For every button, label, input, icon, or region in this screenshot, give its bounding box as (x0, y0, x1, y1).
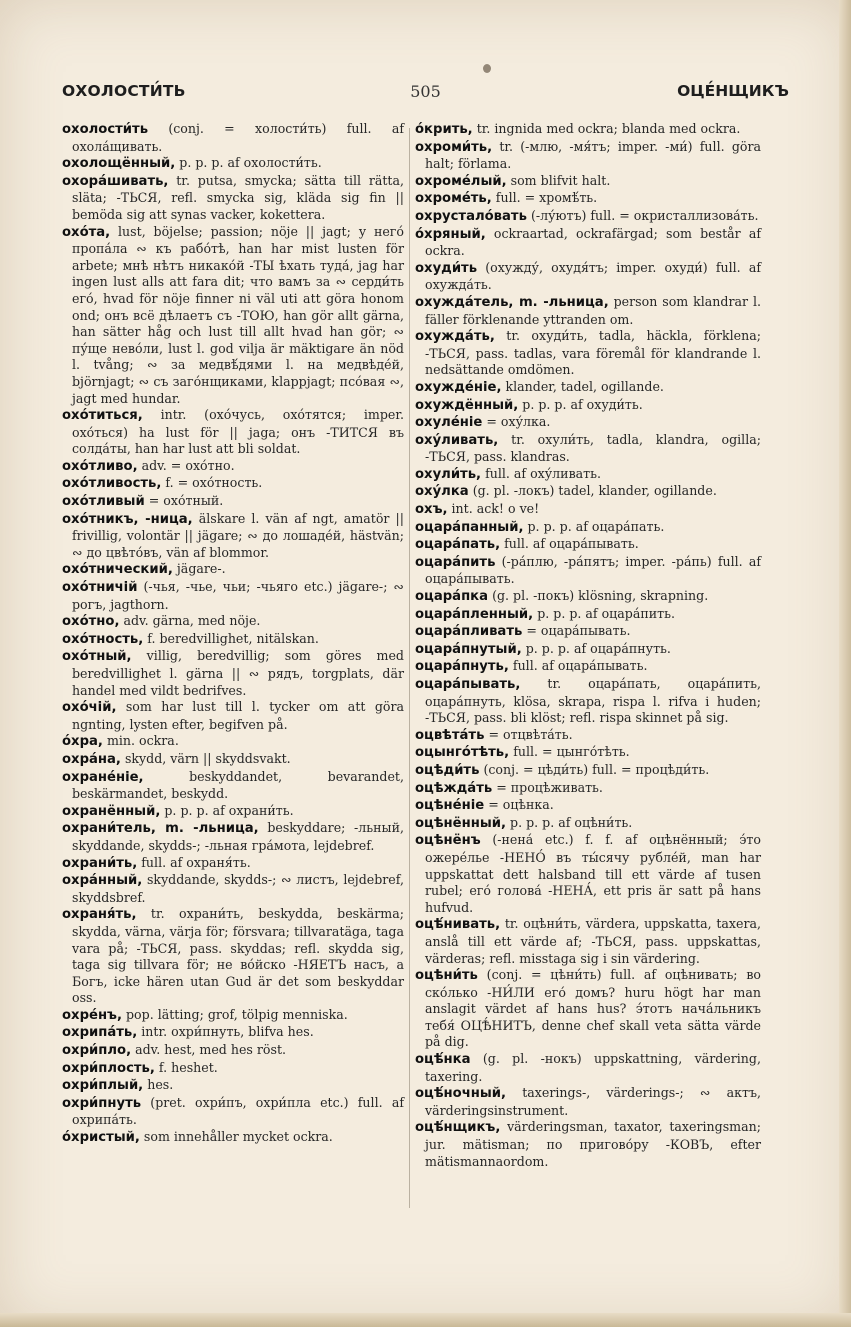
entry-definition: p. p. p. af оцара́пать. (527, 518, 665, 534)
dictionary-entry (62, 121, 404, 155)
entry-definition: intr. (охо́чусь, охо́тятся; imper. охо́ться) ha lust för || jaga; онъ -ТИТСЯ въ солда́ты, han har lust att bli soldat. (72, 407, 404, 457)
entry-definition: f. beredvillighet, nitälskan. (147, 630, 319, 646)
entry-definition: tr. ingnida med ockra; blanda med ockra. (476, 121, 741, 136)
entry-headword: охо́тно, (62, 614, 120, 630)
entry-definition: = процѣживать. (496, 779, 603, 795)
dictionary-entry (415, 658, 761, 676)
entry-definition: p. p. p. af охолости́ть. (179, 155, 322, 171)
entry-definition: full. af оцара́пывать. (504, 536, 639, 552)
entry-definition: (g. pl. -локъ) tadel, klander, ogillande. (472, 483, 717, 499)
entry-headword: оцынго́тѣть, (415, 745, 510, 761)
dictionary-entry (415, 260, 761, 294)
entry-definition: tr. охуди́ть, tadla, häckla, förklena; -ТЬСЯ, pass. tadlas, vara föremål för klandrande l. nedsättande omdömen. (425, 328, 761, 378)
dictionary-entry (62, 224, 404, 408)
entry-headword: оцара́пливать (415, 624, 523, 640)
entry-headword: оцѣнёнъ (415, 833, 481, 849)
dictionary-entry (62, 906, 404, 1007)
entry-definition: jägare-. (176, 561, 226, 577)
entry-definition: adv. hest, med hes röst. (135, 1042, 287, 1058)
entry-headword: охроми́ть, (415, 139, 493, 155)
dictionary-entry (415, 762, 761, 780)
entry-headword: охо́чій, (62, 700, 117, 716)
entry-definition: som innehåller mycket ockra. (143, 1129, 333, 1145)
dictionary-entry (415, 1085, 761, 1119)
entry-definition: som har lust till l. tycker om att göra ngnting, lysten efter, begifven på. (72, 699, 404, 732)
entry-headword: оцѣжда́ть (415, 780, 493, 796)
entry-definition: min. ockra. (106, 733, 179, 749)
right-column (415, 121, 761, 1170)
entry-headword: оцѣне́ніе (415, 798, 485, 814)
entry-definition: adv. = охо́тно. (141, 457, 235, 473)
entry-headword: охрипа́ть, (62, 1025, 138, 1041)
entry-headword: оху́лка (415, 484, 469, 500)
page-number: 505 (410, 82, 441, 101)
dictionary-entry (62, 733, 404, 751)
entry-definition: person som klandrar l. fäller förklenande yttranden om. (425, 293, 761, 327)
entry-definition: (pret. охри́пъ, охри́пла etc.) full. af охрипа́ть. (72, 1094, 404, 1128)
entry-headword: оцара́пнуть, (415, 659, 509, 675)
dictionary-entry (62, 769, 404, 803)
entry-definition: beskyddandet, bevarandet, beskärmandet, beskydd. (72, 768, 404, 802)
entry-definition: int. ack! o ve! (451, 501, 540, 517)
column-divider (409, 128, 410, 1208)
dictionary-entry (62, 458, 404, 476)
dictionary-entry (62, 648, 404, 699)
entry-definition: tr. оцара́пать, оцара́пить, оцара́пнуть, klösa, skrapa, rispa l. rifva i huden; -ТЬСЯ, pass. bli klöst; refl. rispa skinnet på sig. (425, 676, 761, 726)
entry-definition: p. p. p. af охрани́ть. (164, 802, 294, 818)
entry-definition: taxerings-, värderings-; ∾ актъ, värderingsinstrument. (425, 1085, 761, 1118)
entry-definition: skyddande, skydds-; ∾ листъ, lejdebref, skyddsbref. (72, 872, 404, 905)
entry-headword: охри́плый, (62, 1078, 144, 1094)
dictionary-entry (415, 432, 761, 466)
entry-definition: (-чья, -чье, чьи; -чьяго etc.) jägare-; ∾ рогъ, jagthorn. (72, 579, 404, 612)
dictionary-entry (415, 173, 761, 191)
dictionary-entry (415, 414, 761, 432)
entry-headword: охрустало́вать (415, 208, 527, 224)
entry-headword: оцара́пнутый, (415, 641, 522, 657)
dictionary-entry (415, 121, 761, 139)
dictionary-entry (62, 1095, 404, 1129)
entry-definition: = оху́лка. (486, 414, 551, 430)
entry-headword: охо́титься, (62, 408, 143, 424)
dictionary-entry (415, 797, 761, 815)
dictionary-entry (62, 493, 404, 511)
entry-definition: tr. (-млю, -мя́тъ; imper. -ми́) full. göra halt; förlama. (425, 138, 761, 172)
entry-definition: (g. pl. -нокъ) uppskattning, värdering, taxering. (425, 1051, 761, 1084)
entry-definition: full. = хромѣ́ть. (495, 190, 598, 206)
entry-definition: = отцвѣта́ть. (488, 726, 573, 742)
entry-headword: охраня́ть, (62, 907, 137, 923)
dictionary-entry (415, 379, 761, 397)
dictionary-entry (415, 606, 761, 624)
dictionary-entry (415, 397, 761, 415)
dictionary-entry (415, 832, 761, 916)
dictionary-entry (62, 475, 404, 493)
entry-definition: tr. охули́ть, tadla, klandra, ogilla; -ТЬСЯ, pass. klandras. (425, 431, 761, 465)
entry-headword: о́крить, (415, 122, 473, 137)
entry-headword: оцѣ́нивать, (415, 917, 501, 933)
entry-headword: охолощённый, (62, 156, 176, 172)
dictionary-entry (62, 1007, 404, 1025)
dictionary-entry (415, 744, 761, 762)
entry-headword: оцѣ́ночный, (415, 1086, 507, 1102)
entry-definition: klander, tadel, ogillande. (505, 378, 664, 394)
entry-headword: оцара́пать, (415, 537, 501, 553)
dictionary-entry (415, 815, 761, 833)
entry-headword: охъ, (415, 502, 448, 518)
entry-definition: = оцара́пывать. (526, 623, 631, 639)
entry-headword: охранённый, (62, 803, 161, 819)
entry-headword: охо́тничій (62, 580, 138, 596)
entry-headword: охо́тливость, (62, 476, 162, 492)
dictionary-entry (62, 579, 404, 613)
entry-definition: p. p. p. af оцѣни́ть. (510, 814, 633, 830)
dictionary-entry (62, 561, 404, 579)
entry-headword: о́хряный, (415, 226, 486, 242)
entry-headword: о́хра, (62, 734, 103, 750)
entry-headword: охране́ніе, (62, 769, 144, 785)
entry-headword: охри́пнуть (62, 1095, 142, 1111)
entry-definition: (conj. = цѣди́ть) full. = процѣди́ть. (483, 761, 710, 777)
dictionary-entry (415, 1051, 761, 1085)
dictionary-entry (415, 208, 761, 226)
dictionary-entry (415, 1119, 761, 1170)
entry-definition: lust, böjelse; passion; nöje || jagt; у него́ пропа́ла ∾ къ рабо́тѣ, han har mist lusten för arbete; мнѣ нѣтъ никако́й -ТЫ ѣхать туда́, jag har ingen lust alls att fara dit; что вамъ за ∾ серди́ть его́, hvad för nöje finner ni väl uti att göra honom ond; онъ всё дѣлаетъ съ -ТОЮ, han gör allt gärna, han sätter håg och lust till allt hvad han gör; ∾ пу́ще нево́ли, lust l. god vilja är mäktigare än nöd l. tvång; ∾ за медвѣ́дями l. на медвѣде́й, björnjagt; ∾ съ заго́нщиками, klappjagt; псо́вая ∾, jagt med hundar. (72, 223, 404, 406)
running-head-left: ОХОЛОСТИ́ТЬ (62, 82, 186, 100)
entry-headword: оцѣнённый, (415, 815, 506, 831)
entry-headword: охо́та, (62, 224, 111, 240)
dictionary-entry (62, 173, 404, 224)
entry-headword: охре́нъ, (62, 1007, 122, 1023)
dictionary-entry (415, 623, 761, 641)
dictionary-entry (62, 1060, 404, 1078)
entry-definition: tr. оцѣни́ть, värdera, uppskatta, taxera, anslå till ett värde af; -ТЬСЯ, pass. uppskattas, värderas; refl. misstaga sig i sin värdering. (425, 916, 761, 966)
dictionary-entry (415, 519, 761, 537)
entry-headword: оцѣ́нка (415, 1052, 471, 1068)
entry-definition: villig, beredvillig; som göres med beredvillighet l. gärna || ∾ рядъ, torgplats, där handel med vildt bedrifves. (72, 648, 404, 698)
entry-definition: tr. охрани́ть, beskydda, beskärma; skydda, värna, värja för; försvara; tillvaratäga, taga vara på; -ТЬСЯ, pass. skyddas; refl. skydda sig, taga sig tillvara för; не во́йско -НЯЕТЪ насъ, а Богъ, icke hären utan Gud är det som beskyddar oss. (72, 906, 404, 1006)
entry-definition: p. p. p. af оцара́пнуть. (525, 640, 671, 656)
dictionary-entry (415, 916, 761, 967)
entry-headword: охолости́ть (62, 122, 149, 137)
entry-definition: hes. (147, 1077, 174, 1093)
dictionary-entry (62, 1024, 404, 1042)
entry-headword: охо́тность, (62, 631, 144, 647)
entry-headword: оцѣ́нщикъ, (415, 1120, 501, 1136)
entry-headword: охрани́тель, m. -льница, (62, 821, 259, 837)
dictionary-entry (62, 872, 404, 906)
entry-definition: full. af оху́ливать. (485, 465, 601, 481)
dictionary-entry (62, 613, 404, 631)
dictionary-entry (62, 699, 404, 733)
entry-definition: full. af оцара́пывать. (512, 658, 648, 674)
dictionary-entry (62, 1042, 404, 1060)
entry-definition: intr. охри́пнуть, blifva hes. (141, 1024, 314, 1040)
left-column (62, 121, 404, 1147)
entry-definition: = охо́тный. (148, 493, 224, 509)
entry-headword: охора́шивать, (62, 173, 169, 189)
entry-headword: оцѣни́ть (415, 968, 478, 984)
entry-definition: (conj. = холости́ть) full. af охола́щивать. (72, 121, 404, 154)
dictionary-entry (415, 536, 761, 554)
dictionary-entry (415, 294, 761, 328)
dictionary-entry (62, 1129, 404, 1147)
entry-definition: f. = охо́тность. (165, 475, 263, 491)
entry-definition: (conj. = цѣни́ть) full. af оцѣнивать; во ско́лько -НИ́ЛИ его́ домъ? huru högt har man anslagit värdet af hans hus? э́тотъ нача́льникъ тебя́ ОЦѢ́НИТЪ, denne chef skall veta sätta värde på dig. (425, 967, 761, 1050)
entry-headword: охужда́ть, (415, 329, 495, 345)
entry-headword: оцара́панный, (415, 519, 524, 535)
entry-headword: охо́тливо, (62, 458, 138, 474)
ink-spot (483, 64, 491, 73)
entry-definition: p. p. p. af охуди́ть. (522, 396, 643, 412)
dictionary-entry (62, 1077, 404, 1095)
dictionary-entry (415, 190, 761, 208)
entry-headword: оцара́пить (415, 554, 496, 570)
entry-headword: охра́нный, (62, 873, 143, 889)
entry-headword: охо́тникъ, -ница, (62, 511, 193, 527)
entry-definition: skydd, värn || skyddsvakt. (124, 750, 291, 766)
entry-definition: beskyddare; -льный, skyddande, skydds-; -льная гра́мота, lejdebref. (72, 820, 404, 853)
entry-headword: оцара́пленный, (415, 606, 534, 622)
dictionary-entry (415, 226, 761, 260)
dictionary-entry (62, 803, 404, 821)
entry-headword: охуди́ть (415, 260, 478, 276)
entry-definition: full. = цынго́тѣть. (513, 744, 630, 760)
entry-headword: оцара́пка (415, 589, 489, 605)
page-edge-right (839, 0, 851, 1327)
dictionary-entry (415, 466, 761, 484)
running-head-right: ОЦЕ́НЩИКЪ (677, 82, 789, 100)
dictionary-entry (62, 855, 404, 873)
dictionary-entry (415, 554, 761, 588)
dictionary-entry (415, 328, 761, 379)
entry-headword: охроме́ть, (415, 191, 492, 207)
entry-headword: охри́пло, (62, 1043, 132, 1059)
entry-headword: охри́плость, (62, 1060, 155, 1076)
entry-definition: ockraartad, ockrafärgad; som består af ockra. (425, 225, 761, 259)
entry-headword: оцвѣта́ть (415, 727, 485, 743)
entry-definition: (-лу́ютъ) full. = окристаллизова́ть. (530, 207, 759, 223)
entry-headword: охужда́тель, m. -льница, (415, 294, 609, 310)
entry-headword: оху́ливать, (415, 432, 499, 448)
dictionary-entry (415, 501, 761, 519)
entry-definition: (g. pl. -покъ) klösning, skrapning. (492, 588, 709, 604)
entry-definition: (-ра́плю, -ра́пятъ; imper. -ра́пь) full. af оцара́пывать. (425, 553, 761, 587)
entry-headword: о́христый, (62, 1130, 140, 1146)
entry-headword: охрани́ть, (62, 855, 138, 871)
entry-headword: охужде́ніе, (415, 379, 502, 395)
entry-definition: pop. lätting; grof, tölpig menniska. (126, 1006, 348, 1022)
entry-headword: охули́ть, (415, 466, 482, 482)
entry-headword: охроме́лый, (415, 173, 507, 189)
dictionary-entry (415, 727, 761, 745)
entry-definition: älskare l. vän af ngt, amatör || frivillig, volontär || jägare; ∾ до лошаде́й, hästvän; ∾ до цвѣто́въ, vän af blommor. (72, 510, 404, 560)
entry-definition: tr. putsa, smycka; sätta till rätta, släta; -ТЬСЯ, refl. smycka sig, kläda sig fin || bemöda sig att synas vacker, kokettera. (72, 172, 404, 222)
dictionary-entry (415, 641, 761, 659)
entry-definition: adv. gärna, med nöje. (123, 613, 261, 629)
dictionary-entry (62, 820, 404, 854)
dictionary-entry (415, 588, 761, 606)
dictionary-entry (62, 511, 404, 562)
entry-headword: охо́тный, (62, 649, 132, 665)
dictionary-entry (415, 139, 761, 173)
entry-definition: = оцѣнка. (488, 797, 554, 813)
page-edge-bottom (0, 1313, 851, 1327)
dictionary-entry (415, 676, 761, 727)
entry-headword: охо́тливый (62, 494, 145, 510)
dictionary-entry (62, 631, 404, 649)
dictionary-entry (415, 967, 761, 1051)
dictionary-entry (415, 483, 761, 501)
dictionary-entry (62, 155, 404, 173)
entry-definition: värderingsman, taxator, taxeringsman; jur. mätisman; по пригово́ру -КОВЪ, efter mätismannaordom. (425, 1119, 761, 1169)
entry-headword: охо́тнический, (62, 562, 173, 578)
entry-headword: оцѣди́ть (415, 762, 480, 778)
dictionary-entry (62, 751, 404, 769)
entry-headword: охра́на, (62, 751, 121, 767)
entry-definition: som blifvit halt. (510, 172, 611, 188)
entry-definition: f. heshet. (158, 1059, 218, 1075)
entry-definition: full. af охраня́ть. (141, 854, 251, 870)
entry-headword: охуле́ніе (415, 415, 483, 431)
entry-definition: p. p. p. af оцара́пить. (537, 605, 675, 621)
dictionary-entry (415, 780, 761, 798)
dictionary-entry (62, 407, 404, 458)
entry-definition: (охужду́, охудя́тъ; imper. охуди́) full. af охужда́ть. (425, 259, 761, 293)
entry-headword: охуждённый, (415, 397, 519, 413)
entry-definition: (-нена́ etc.) f. f. af оцѣнённый; э́то ожере́лье -НЕНО́ въ ты́сячу рубле́й, man har uppskattat dett halsband till ett värde af tusen rubel; его́ голова́ -НЕНА́, ett pris är satt på hans hufvud. (425, 832, 761, 915)
entry-headword: оцара́пывать, (415, 677, 521, 692)
